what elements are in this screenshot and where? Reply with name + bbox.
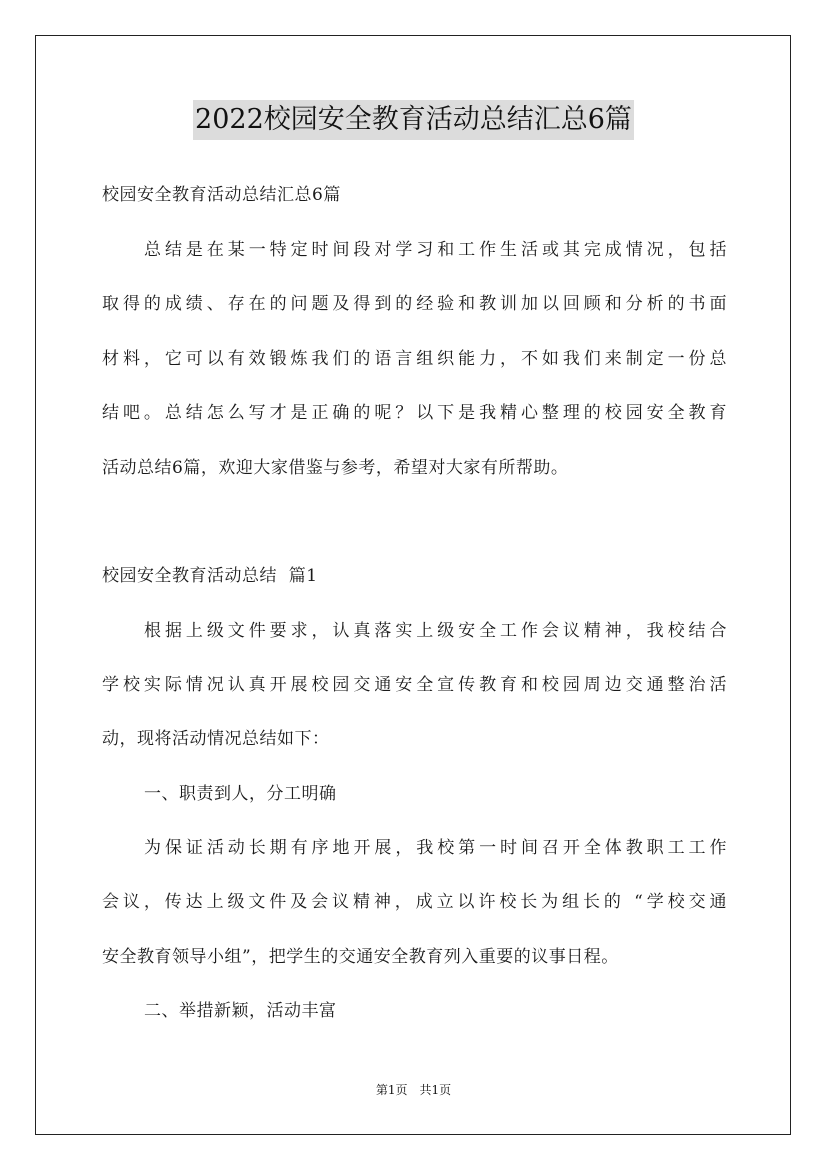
point-heading-2: 二、举措新颖，活动丰富	[144, 1001, 337, 1021]
intro-line-2: 取得的成绩、存在的问题及得到的经验和教训加以回顾和分析的书面	[102, 294, 727, 314]
point1-line-2: 会议，传达上级文件及会议精神，成立以许校长为组长的 “学校交通	[102, 892, 727, 912]
page-number-current: 第1页	[375, 1083, 408, 1097]
intro-line-4: 结吧。总结怎么写才是正确的呢？以下是我精心整理的校园安全教育	[102, 403, 727, 423]
section-heading: 校园安全教育活动总结 篇1	[102, 566, 318, 586]
section1-line-2: 学校实际情况认真开展校园交通安全宣传教育和校园周边交通整治活	[102, 675, 727, 695]
document-subtitle: 校园安全教育活动总结汇总6篇	[102, 185, 341, 205]
point1-line-1: 为保证活动长期有序地开展，我校第一时间召开全体教职工工作	[144, 838, 727, 858]
point1-line-3: 安全教育领导小组”，把学生的交通安全教育列入重要的议事日程。	[102, 947, 619, 967]
intro-line-5: 活动总结6篇，欢迎大家借鉴与参考，希望对大家有所帮助。	[102, 458, 569, 478]
page-footer	[0, 1082, 827, 1098]
point-heading-1: 一、职责到人，分工明确	[144, 784, 337, 804]
section1-line-3: 动，现将活动情况总结如下：	[102, 729, 330, 749]
document-title: 2022校园安全教育活动总结汇总6篇	[193, 100, 634, 140]
page-number-total: 共1页	[419, 1083, 452, 1097]
section1-line-1: 根据上级文件要求，认真落实上级安全工作会议精神，我校结合	[144, 621, 727, 641]
title-container	[0, 100, 827, 140]
intro-line-1: 总结是在某一特定时间段对学习和工作生活或其完成情况，包括	[144, 240, 727, 260]
intro-line-3: 材料，它可以有效锻炼我们的语言组织能力，不如我们来制定一份总	[102, 349, 727, 369]
